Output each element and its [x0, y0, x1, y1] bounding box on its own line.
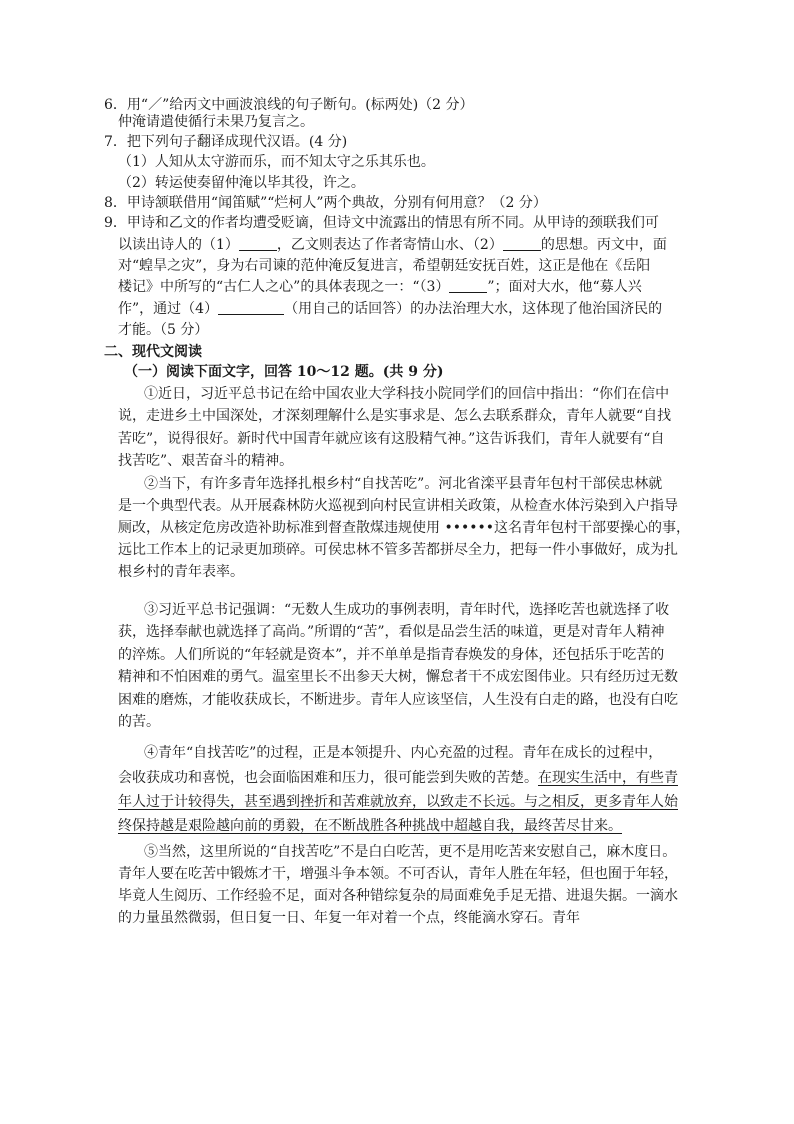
question-6-sentence: 仲淹请遣使循行未果乃复言之。	[118, 114, 314, 130]
answer-blank-1[interactable]	[239, 236, 277, 251]
paragraph-line: ④青年“自找苦吃”的过程，正是本领提升、内心充盈的过程。青年在成长的过程中，	[144, 745, 663, 761]
section-subtitle: （一）阅读下面文字，回答 10～12 题。(共 9 分)	[124, 364, 444, 380]
paragraph-line: 会收获成功和喜悦，也会面临困难和压力，很可能尝到失败的苦楚。在现实生活中，有些青	[118, 770, 678, 786]
question-7	[104, 132, 347, 152]
section-title: 二、现代文阅读	[104, 344, 202, 360]
paragraph-line: ⑤当然，这里所说的“自找苦吃”不是白白吃苦，更不是用吃苦来安慰自己，麻木度日。	[144, 844, 677, 860]
paragraph-line: 困难的磨炼，才能收获成长，不断进步。青年人应该坚信，人生没有白走的路，也没有白吃	[118, 692, 678, 708]
paragraph-line: 苦吃”，说得很好。新时代中国青年就应该有这股精气神。”这告诉我们，青年人就要有“自	[118, 431, 665, 447]
question-number: 7．	[104, 134, 127, 150]
paragraph-line: 青年人要在吃苦中锻炼才干，增强斗争本领。不可否认，青年人胜在年轻，但也囿于年轻，	[118, 866, 678, 882]
question-7-item-2: （2）转运使奏留仲淹以毕其役，许之。	[118, 175, 365, 191]
paragraph-line: ②当下，有许多青年选择扎根乡村“自找苦吃”。河北省滦平县青年包村干部侯忠林就	[144, 476, 663, 492]
paragraph-line: 远比工作本上的记录更加琐碎。可侯忠林不管多苦都拼尽全力，把每一件小事做好，成为扎	[118, 542, 678, 558]
question-9-line-2: 以读出诗人的（1） ，乙文则表达了作者寄情山水、（2） 的思想。丙文中，面	[118, 237, 667, 253]
question-9-line-1: 9．甲诗和乙文的作者均遭受贬谪，但诗文中流露出的情思有所不同。从甲诗的颈联我们可	[104, 215, 659, 231]
paragraph-line: 精神和不怕困难的勇气。温室里长不出参天大树，懈怠者干不成宏图伟业。只有经历过无数	[118, 669, 678, 685]
question-number: 6．	[104, 97, 127, 113]
paragraph-line: 是一个典型代表。从开展森林防火巡视到向村民宣讲相关政策，从检查水体污染到入户指导	[118, 498, 678, 514]
question-text: 甲诗颔联借用“闻笛赋”“烂柯人”两个典故，分别有何用意？（2 分）	[126, 195, 547, 211]
paragraph-line: ①近日，习近平总书记在给中国农业大学科技小院同学们的回信中指出：“你们在信中	[144, 386, 670, 402]
question-9-line-6: 才能。（5 分）	[118, 322, 209, 338]
question-text: 把下列句子翻译成现代汉语。(4 分)	[126, 134, 348, 150]
underlined-line: 终保持越是艰险越向前的勇毅，在不断战胜各种挑战中超越自我，最终苦尽甘来。	[118, 818, 622, 834]
underlined-line: 年人过于计较得失，甚至遇到挫折和苦难就放弃，以致走不长远。与之相反，更多青年人始	[118, 794, 678, 810]
paragraph-line: 的淬炼。人们所说的“年轻就是资本”，并不单单是指青春焕发的身体，还包括乐于吃苦的	[118, 647, 665, 663]
answer-blank-3[interactable]	[449, 278, 487, 293]
paragraph-line: 厕改，从核定危房改造补助标准到督查散煤违规使用 ••••••这名青年包村干部要操心的事，	[118, 520, 690, 536]
question-8	[104, 193, 547, 213]
underlined-text: 在现实生活中，有些青	[538, 770, 678, 786]
answer-blank-2[interactable]	[503, 236, 541, 251]
paragraph-line: 毕竟人生阅历、工作经验不足，面对各种错综复杂的局面难免手足无措、进退失据。一滴水	[118, 888, 678, 904]
question-9-line-4: 楼记》中所写的“古仁人之心”的具体表现之一：“（3） ”；面对大水，他“募人兴	[118, 279, 642, 295]
paragraph-line: 的苦。	[118, 714, 160, 730]
paragraph-line: 说，走进乡土中国深处，才深刻理解什么是实事求是、怎么去联系群众，青年人就要“自找	[118, 408, 672, 424]
paragraph-line: 获，选择奉献也就选择了高尚。”所谓的“苦”，看似是品尝生活的味道，更是对青年人精神	[118, 624, 665, 640]
question-9-line-5: 作”，通过（4） （用自己的话回答）的办法治理大水，这体现了他治国济民的	[118, 301, 663, 317]
paragraph-line: 找苦吃”、艰苦奋斗的精神。	[118, 453, 294, 469]
answer-blank-4[interactable]	[218, 300, 284, 315]
question-number: 8．	[104, 195, 127, 211]
paragraph-line: 根乡村的青年表率。	[118, 564, 244, 580]
paragraph-line: ③习近平总书记强调：“无数人生成功的事例表明，青年时代，选择吃苦也就选择了收	[144, 602, 670, 618]
question-text: 用“／”给丙文中画波浪线的句子断句。(标两处)（2 分）	[126, 97, 474, 113]
question-7-item-1: （1）人知从太守游而乐，而不知太守之乐其乐也。	[118, 154, 435, 170]
paragraph-line: 的力量虽然微弱，但日复一日、年复一年对着一个点，终能滴水穿石。青年	[118, 910, 580, 926]
question-9-line-3: 对“蝗旱之灾”，身为右司谏的范仲淹反复进言，希望朝廷安抚百姓，这正是他在《岳阳	[118, 258, 651, 274]
question-number: 9．	[104, 215, 127, 231]
